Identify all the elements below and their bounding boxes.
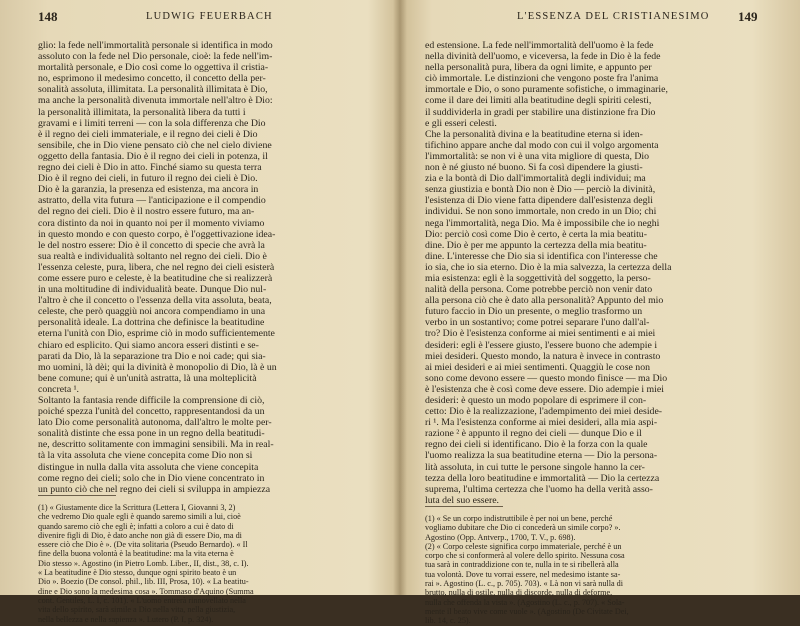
- text-line: luta del suo essere.: [425, 494, 499, 506]
- text-line: regno dei cieli si identificano. Dio è la forza con la quale: [425, 439, 648, 451]
- text-line: non è né giusto né buono. Si fa così dipendere la giusti-: [425, 162, 643, 174]
- text-line: nella divinità dell'uomo, e viceversa, la fede in Dio è la fede: [425, 51, 661, 63]
- text-line: mente il beato vive come vuole ». (Agostino (De Civitate Dei,: [425, 606, 629, 616]
- text-line: fine della buona volontà è la beatitudine: ma la vita eterna è: [38, 549, 234, 559]
- text-line: nulla che offenda la vista ». (Agostino (L. c., p. 707). « Sola-: [425, 597, 625, 607]
- text-line: dine. L'interesse che Dio sia si identifica con l'interesse che: [425, 250, 658, 262]
- text-line: l'altro è che il concetto o l'essenza della vita assoluta, beata,: [38, 295, 272, 307]
- text-line: la personalità illimitata, la personalità libera da tutti i: [38, 106, 246, 118]
- text-line: l'esistenza di Dio viene fatta dipendere dall'esistenza degli: [425, 195, 653, 207]
- text-line: cora distinto da noi in quanto noi per il momento viviamo: [38, 217, 265, 229]
- text-line: in questo mondo e con questo corpo, è l'oggettivazione idea-: [38, 228, 276, 240]
- text-line: cont. Gentiles, L. I, c. 101). « L'uomo entrerà rinnovellato nella: [38, 595, 246, 605]
- text-line: mo uomini, là dèi; qui la divinità è monopolio di Dio, là è un: [38, 361, 277, 373]
- text-line: è l'esistenza che è così come deve essere. Dio adempie i miei: [425, 383, 664, 395]
- text-line: ma anche la personalità divenuta immortale nell'altro è Dio:: [38, 95, 273, 107]
- text-line: come regno dei cieli; solo che in Dio viene concentrato in: [38, 472, 265, 484]
- text-line: cetto: Dio è la realizzazione, l'adempimento dei miei deside-: [425, 406, 663, 418]
- text-line: le del nostro essere: Dio è il concetto di specie che avrà la: [38, 239, 265, 251]
- running-head: LUDWIG FEUERBACH: [146, 11, 273, 22]
- text-line: lato Dio come personalità autonoma, dall'altro le molte per-: [38, 417, 272, 429]
- gutter-shadow: [393, 0, 407, 595]
- text-line: brutto, nulla di ostile, nulla di discorde, nulla di deforme,: [425, 588, 613, 598]
- footnote-rule: [38, 495, 116, 496]
- text-line: ne, descritto solitamente con immagini sensibili. Ma in real-: [38, 439, 274, 451]
- text-line: in una moltitudine di individualità beate. Dunque Dio nul-: [38, 284, 267, 296]
- text-line: zia e la bontà di Dio dall'immortalità degli individui; ma: [425, 173, 646, 185]
- page-number: 148: [38, 9, 58, 24]
- text-line: futuro faccio in Dio un presente, o meglio trasformo un: [425, 306, 643, 318]
- right-page: [400, 0, 800, 626]
- page-number: 149: [738, 9, 758, 24]
- text-line: divenire figli di Dio, è dato anche non già di essere Dio, ma di: [38, 530, 242, 540]
- text-line: l'immortalità: se non vi è una vita migliore di questa, Dio: [425, 150, 650, 162]
- text-line: tà la vita assoluta che viene concepita come Dio non si: [38, 450, 253, 462]
- text-line: tro? Dio è l'esistenza conforme ai miei sentimenti e ai miei: [425, 328, 656, 340]
- text-line: sonalità assoluta, illimitata. La personalità illimitata è Dio,: [38, 84, 268, 96]
- text-line: nega l'immortalità, nega Dio. Ma è impossibile che io neghi: [425, 217, 660, 229]
- text-line: è il regno dei cieli immateriale, e il regno dei cieli è Dio: [38, 128, 258, 140]
- footnotes: [425, 514, 770, 626]
- text-line: Agostino (Opp. Antverp., 1700, T. V., p. 698).: [425, 532, 576, 542]
- text-line: essere ciò che Dio è ». (De vita solitaria (Pseudo Bernardo). « Il: [38, 540, 248, 550]
- text-line: sensibile, che in Dio viene pensato ciò che nel cielo diviene: [38, 139, 272, 151]
- running-head: L'ESSENZA DEL CRISTIANESIMO: [517, 11, 710, 22]
- text-line: desideri: è questo un modo popolare di esprimere il con-: [425, 395, 647, 406]
- text-line: Dio è il regno dei cieli, in futuro il regno dei cieli è Dio.: [38, 173, 258, 185]
- text-line: glio: la fede nell'immortalità personale si identifica in modo: [38, 40, 273, 51]
- text-line: chiaro ed esplicito. Qui siamo ancora esseri distinti e se-: [38, 339, 259, 351]
- text-line: mortalità personale, e Dio così come lo oggettiva il cristia-: [38, 62, 269, 74]
- text-line: (1) « Se un corpo indistruttibile è per noi un bene, perché: [425, 514, 613, 523]
- text-line: distingue in nulla dalla vita assoluta che viene concepita: [38, 461, 259, 473]
- text-line: vogliamo dubitare che Dio ci concederà un simile corpo? ».: [425, 523, 621, 533]
- footnotes: [38, 503, 381, 624]
- text-line: miei desideri. Questo mondo, la natura è invece in contrasto: [425, 350, 661, 362]
- text-line: celeste, che però quaggiù noi ancora compendiamo in una: [38, 306, 266, 318]
- text-line: che vedremo Dio quale egli è quando saremo simili a lui, cioè: [38, 512, 241, 522]
- text-line: tezza della loro beatitudine e immortalità — Dio la certezza: [425, 472, 660, 484]
- text-line: verbo in un sostantivo; come potrei separare l'uno dall'al-: [425, 317, 650, 329]
- text-line: alla persona ciò che è dato alla personalità? Appunto del mio: [425, 295, 664, 307]
- body-text: [38, 40, 381, 495]
- text-line: sua realtà e individualità soltanto nel regno dei cieli. Dio è: [38, 250, 267, 262]
- text-line: immortale e Dio, o sono puramente sofistiche, o immaginarie,: [425, 84, 668, 96]
- text-line: un punto ciò che nel regno dei cieli si sviluppa in ampiezza: [38, 483, 271, 495]
- text-line: mia esistenza: egli è la soggettività del soggetto, la perso-: [425, 272, 651, 284]
- text-line: Dio ». Boezio (De consol. phil., lib. III, Prosa, 10). « La beatitu-: [38, 577, 249, 587]
- text-line: individui. Se non sono immortale, non credo in un Dio; chi: [425, 206, 657, 218]
- text-line: come il dare dei limiti alla beatitudine degli spiriti celesti,: [425, 95, 652, 107]
- text-line: sonalità distinte che essa pone in un regno della beatitudi-: [38, 428, 265, 440]
- text-line: (2) « Corpo celeste significa corpo immateriale, perché è un: [425, 541, 622, 551]
- text-line: senza giustizia e bontà Dio non è Dio — perciò la divinità,: [425, 184, 656, 196]
- text-line: desideri: egli è l'essere giusto, l'essere buono che adempie i: [425, 339, 658, 351]
- text-line: bene comune; qui è un'unità astratta, là una molteplicità: [38, 372, 257, 384]
- text-line: razione ² è appunto il regno dei cieli — dunque Dio e il: [425, 428, 642, 440]
- text-line: e gli esseri celesti.: [425, 117, 497, 129]
- text-line: l'uomo realizza la sua beatitudine eterna — Dio la persona-: [425, 450, 658, 462]
- text-line: l'essenza celeste, pura, libera, che nel regno dei cieli esisterà: [38, 261, 275, 273]
- text-line: concreta ¹.: [38, 383, 80, 395]
- text-line: corpo che si conformerà al volere dello spirito. Nessuna cosa: [425, 551, 625, 561]
- text-line: oggetto della fantasia. Dio è il regno dei cieli in potenza, il: [38, 150, 268, 162]
- text-line: tua sarà in contraddizione con te, nulla in te si ribellerà alla: [425, 560, 619, 570]
- text-line: io sia, che io sia eterno. Dio è la mia salvezza, la certezza della: [425, 261, 672, 273]
- text-line: rai ». Agostino (L. c., p. 705). 703). « Là non vi sarà nulla di: [425, 579, 624, 589]
- text-line: eterna l'unità con Dio, esprime ciò in modo sufficientemente: [38, 328, 275, 340]
- text-line: (1) « Giustamente dice la Scrittura (Lettera I, Giovanni 3, 2): [38, 503, 236, 512]
- text-line: assoluto con la fede nel Dio personale, cioè: la fede nell'im-: [38, 51, 273, 63]
- text-line: Dio: perciò così come Dio è certo, è certa la mia beatitu-: [425, 228, 647, 240]
- text-line: tifichino appare anche dal modo con cui il volgo argomenta: [425, 139, 659, 151]
- text-line: gravami e i limiti terreni — con la sola differenza che Dio: [38, 117, 266, 129]
- text-line: lib. 14, c. 25).: [425, 616, 471, 626]
- text-line: sono come devono essere — questo mondo finisce — ma Dio: [425, 372, 668, 384]
- text-line: ri ¹. Ma l'esistenza conforme ai miei desideri, alla mia aspi-: [425, 417, 658, 429]
- text-line: lità assoluta, in cui tutte le persone singole hanno la cer-: [425, 461, 645, 473]
- text-line: dine. Dio è per me appunto la certezza della mia beatitu-: [425, 239, 647, 251]
- text-line: del regno dei cieli. Dio è il nostro essere futuro, ma an-: [38, 206, 255, 218]
- text-line: nella bellezza e nella sapienza ». Lutero (P. I, p. 324).: [38, 614, 214, 624]
- text-line: ciò immortale. Le distinzioni che vengono poste fra l'anima: [425, 73, 659, 85]
- text-line: parati da Dio, là la separazione tra Dio e noi cade; qui sia-: [38, 350, 266, 362]
- text-line: Che la personalità divina e la beatitudine eterna si iden-: [425, 128, 643, 140]
- text-line: « La beatitudine è Dio stesso, dunque ogni spirito beato è un: [38, 568, 237, 578]
- text-line: Dio stesso ». Agostino (in Pietro Lomb. Liber., II, dist., 38, c. I).: [38, 558, 249, 568]
- left-page: [0, 0, 400, 624]
- text-line: personalità ideale. La dottrina che definisce la beatitudine: [38, 317, 265, 329]
- text-line: Soltanto la fantasia rende difficile la comprensione di ciò,: [38, 395, 265, 406]
- text-line: tua volontà. Dove tu vorrai essere, nel medesimo istante sa-: [425, 569, 621, 579]
- text-line: ed estensione. La fede nell'immortalità dell'uomo è la fede: [425, 40, 654, 51]
- text-line: suprema, l'ultima certezza che l'uomo ha della verità asso-: [425, 483, 653, 495]
- text-line: nalità della persona. Come potrebbe perciò non venir dato: [425, 284, 653, 296]
- text-line: astratto, della vita futura — l'anticipazione e il compendio: [38, 195, 266, 207]
- text-line: regno dei cieli è Dio in atto. Finché siamo su questa terra: [38, 162, 262, 174]
- text-line: il suddividerla in gradi per stabilire una distinzione fra Dio: [425, 106, 656, 118]
- body-text: [425, 40, 770, 506]
- text-line: nella personalità pura, libera da ogni limite, e appunto per: [425, 62, 652, 74]
- text-line: come essere puro e celeste, è la beatitudine che si realizzerà: [38, 272, 273, 284]
- text-line: vita dello spirito, sarà simile a Dio nella vita, nella giustizia,: [38, 605, 236, 615]
- text-line: quando saremo ciò che egli è; infatti a coloro a cui è dato di: [38, 521, 234, 531]
- text-line: ai miei desideri e ai miei sentimenti. Quaggiù le cose non: [425, 361, 650, 373]
- text-line: no, esprimono il medesimo concetto, il concetto della per-: [38, 73, 266, 85]
- text-line: Dio è la garanzia, la presenza ed esistenza, ma ancora in: [38, 184, 259, 196]
- text-line: dine e Dio sono la medesima cosa ». Tommaso d'Aquino (Summa: [38, 586, 254, 596]
- footnote-rule: [425, 506, 503, 507]
- text-line: poiché spezza l'unità del concetto, rappresentandosi da un: [38, 406, 265, 418]
